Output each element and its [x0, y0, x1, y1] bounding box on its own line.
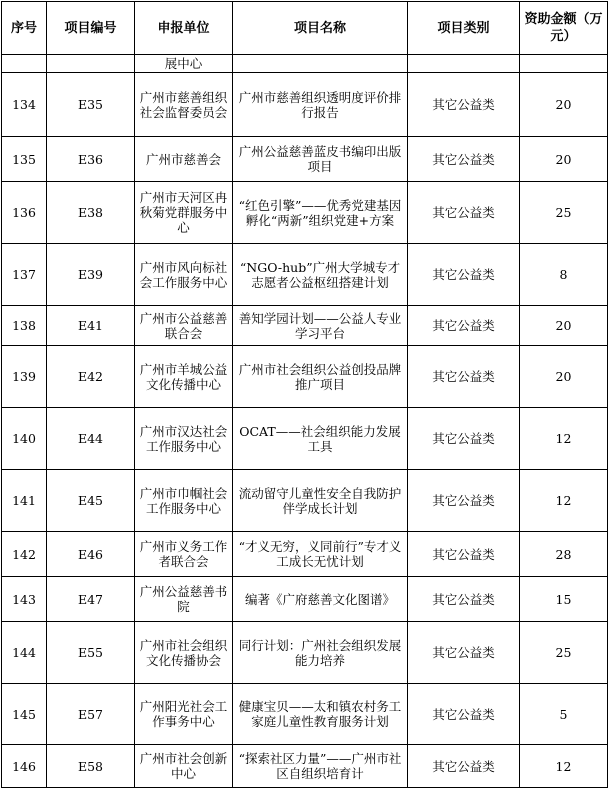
header-category: 项目类别 — [408, 2, 520, 55]
cell-no: 144 — [2, 622, 47, 684]
cell-no: 142 — [2, 532, 47, 577]
cell-amount: 20 — [520, 306, 608, 346]
cell-category: 其它公益类 — [408, 346, 520, 408]
cell-amount: 12 — [520, 470, 608, 532]
cell-amount: 12 — [520, 408, 608, 470]
cell-category: 其它公益类 — [408, 745, 520, 788]
cell-name: 广州公益慈善蓝皮书编印出版项目 — [233, 137, 408, 182]
cell-category: 其它公益类 — [408, 137, 520, 182]
table-row — [2, 532, 608, 577]
continuation-row — [2, 55, 608, 73]
funding-table — [1, 1, 608, 788]
cell-category: 其它公益类 — [408, 408, 520, 470]
cell-name: 同行计划：广州社会组织发展能力培养 — [233, 622, 408, 684]
header-no: 序号 — [2, 2, 47, 55]
cell-category: 其它公益类 — [408, 73, 520, 137]
cell-amount: 8 — [520, 244, 608, 306]
cell-unit: 广州市社会组织文化传播协会 — [135, 622, 233, 684]
cell-no: 136 — [2, 182, 47, 244]
cell-amount: 20 — [520, 346, 608, 408]
table-row — [2, 684, 608, 745]
cell-amount: 5 — [520, 684, 608, 745]
cell-code: E57 — [47, 684, 135, 745]
cell-name — [233, 55, 408, 73]
cell-name: 健康宝贝——太和镇农村务工家庭儿童性教育服务计划 — [233, 684, 408, 745]
cell-name: 编著《广府慈善文化图谱》 — [233, 577, 408, 622]
cell-name: 善知学园计划——公益人专业学习平台 — [233, 306, 408, 346]
cell-code: E39 — [47, 244, 135, 306]
header-row — [2, 2, 608, 55]
cell-no — [2, 55, 47, 73]
cell-amount: 12 — [520, 745, 608, 788]
cell-code — [47, 55, 135, 73]
cell-name: 流动留守儿童性安全自我防护伴学成长计划 — [233, 470, 408, 532]
cell-amount: 28 — [520, 532, 608, 577]
cell-category: 其它公益类 — [408, 470, 520, 532]
cell-code: E42 — [47, 346, 135, 408]
cell-amount — [520, 55, 608, 73]
header-name: 项目名称 — [233, 2, 408, 55]
cell-name: OCAT——社会组织能力发展工具 — [233, 408, 408, 470]
cell-code: E58 — [47, 745, 135, 788]
cell-amount: 15 — [520, 577, 608, 622]
cell-no: 135 — [2, 137, 47, 182]
cell-category: 其它公益类 — [408, 244, 520, 306]
cell-no: 146 — [2, 745, 47, 788]
cell-amount: 25 — [520, 182, 608, 244]
cell-code: E55 — [47, 622, 135, 684]
cell-unit: 广州市巾帼社会工作服务中心 — [135, 470, 233, 532]
table-row — [2, 306, 608, 346]
cell-code: E47 — [47, 577, 135, 622]
header-amount: 资助金额（万元） — [520, 2, 608, 55]
cell-code: E36 — [47, 137, 135, 182]
cell-unit: 广州市慈善会 — [135, 137, 233, 182]
cell-unit: 广州市天河区冉秋菊党群服务中心 — [135, 182, 233, 244]
cell-name: 广州市慈善组织透明度评价排行报告 — [233, 73, 408, 137]
cell-no: 134 — [2, 73, 47, 137]
header-code: 项目编号 — [47, 2, 135, 55]
cell-code: E41 — [47, 306, 135, 346]
table-row — [2, 137, 608, 182]
cell-amount: 20 — [520, 73, 608, 137]
table-row — [2, 622, 608, 684]
cell-unit: 广州市风向标社会工作服务中心 — [135, 244, 233, 306]
header-unit: 申报单位 — [135, 2, 233, 55]
cell-name: 广州市社会组织公益创投品牌推广项目 — [233, 346, 408, 408]
cell-no: 138 — [2, 306, 47, 346]
cell-no: 137 — [2, 244, 47, 306]
cell-no: 141 — [2, 470, 47, 532]
cell-code: E45 — [47, 470, 135, 532]
cell-unit: 广州市公益慈善联合会 — [135, 306, 233, 346]
cell-code: E35 — [47, 73, 135, 137]
cell-code: E38 — [47, 182, 135, 244]
table-row — [2, 577, 608, 622]
cell-category: 其它公益类 — [408, 622, 520, 684]
table-row — [2, 244, 608, 306]
cell-name: “NGO-hub”广州大学城专才志愿者公益枢纽搭建计划 — [233, 244, 408, 306]
cell-no: 139 — [2, 346, 47, 408]
cell-category: 其它公益类 — [408, 577, 520, 622]
cell-unit: 广州市义务工作者联合会 — [135, 532, 233, 577]
table-row — [2, 745, 608, 788]
cell-amount: 25 — [520, 622, 608, 684]
cell-code: E46 — [47, 532, 135, 577]
cell-category — [408, 55, 520, 73]
table-row — [2, 73, 608, 137]
cell-category: 其它公益类 — [408, 532, 520, 577]
cell-no: 145 — [2, 684, 47, 745]
cell-unit: 展中心 — [135, 55, 233, 73]
cell-unit: 广州市社会创新中心 — [135, 745, 233, 788]
cell-no: 140 — [2, 408, 47, 470]
cell-unit: 广州市羊城公益文化传播中心 — [135, 346, 233, 408]
cell-name: “红色引擎”——优秀党建基因孵化“两新”组织党建+方案 — [233, 182, 408, 244]
table-row — [2, 408, 608, 470]
cell-category: 其它公益类 — [408, 684, 520, 745]
cell-unit: 广州阳光社会工作事务中心 — [135, 684, 233, 745]
cell-category: 其它公益类 — [408, 182, 520, 244]
cell-name: “探索社区力量”——广州市社区自组织培育计 — [233, 745, 408, 788]
cell-name: “才义无穷，义同前行”专才义工成长无忧计划 — [233, 532, 408, 577]
cell-no: 143 — [2, 577, 47, 622]
cell-unit: 广州市汉达社会工作服务中心 — [135, 408, 233, 470]
table-row — [2, 182, 608, 244]
cell-unit: 广州公益慈善书院 — [135, 577, 233, 622]
cell-unit: 广州市慈善组织社会监督委员会 — [135, 73, 233, 137]
table-row — [2, 346, 608, 408]
cell-code: E44 — [47, 408, 135, 470]
cell-category: 其它公益类 — [408, 306, 520, 346]
cell-amount: 20 — [520, 137, 608, 182]
table-row — [2, 470, 608, 532]
